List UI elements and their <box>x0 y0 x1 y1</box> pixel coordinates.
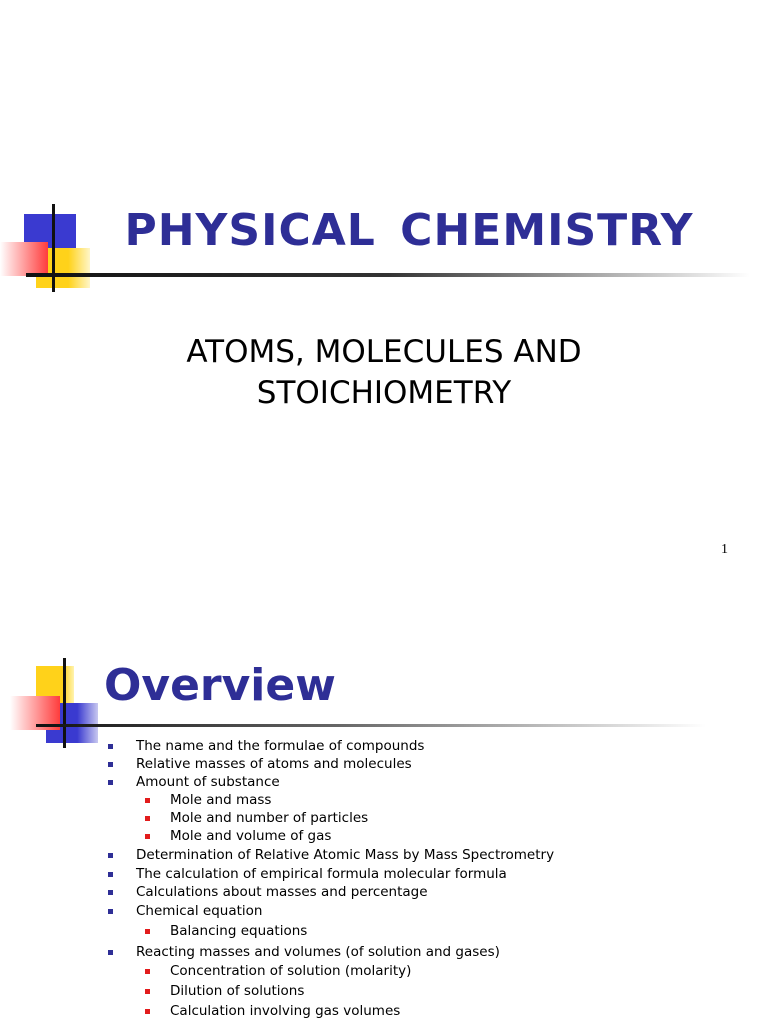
blue-square-bullet-icon <box>108 744 113 749</box>
subtitle-line-1: ATOMS, MOLECULES AND <box>186 334 582 370</box>
red-square-bullet-icon <box>145 798 150 803</box>
sub-list-item: Concentration of solution (molarity) <box>170 963 411 979</box>
list-item: Reacting masses and volumes (of solution and gases) <box>136 944 500 960</box>
sub-list-item: Balancing equations <box>170 923 307 939</box>
sub-list-item: Mole and mass <box>170 792 271 808</box>
sub-list-item: Calculation involving gas volumes <box>170 1003 400 1019</box>
red-square-bullet-icon <box>145 969 150 974</box>
blue-square-bullet-icon <box>108 890 113 895</box>
list-item: Chemical equation <box>136 903 263 919</box>
list-item: The name and the formulae of compounds <box>136 738 424 754</box>
sub-list-item: Mole and number of particles <box>170 810 368 826</box>
red-square-bullet-icon <box>145 816 150 821</box>
overview-title: Overview <box>104 660 336 711</box>
red-square-bullet-icon <box>145 1009 150 1014</box>
blue-square-bullet-icon <box>108 762 113 767</box>
presentation-title: PHYSICAL CHEMISTRY <box>124 205 694 256</box>
blue-square-bullet-icon <box>108 780 113 785</box>
blue-square-bullet-icon <box>108 909 113 914</box>
blue-square-bullet-icon <box>108 872 113 877</box>
red-square-bullet-icon <box>145 929 150 934</box>
blue-square-bullet-icon <box>108 950 113 955</box>
list-item: Relative masses of atoms and molecules <box>136 756 412 772</box>
blue-square-bullet-icon <box>108 853 113 858</box>
page-number: 1 <box>721 542 728 557</box>
list-item: Amount of substance <box>136 774 280 790</box>
presentation-subtitle <box>0 332 768 414</box>
subtitle-line-2: STOICHIOMETRY <box>256 375 512 411</box>
list-item: Determination of Relative Atomic Mass by Mass Spectrometry <box>136 847 554 863</box>
list-item: The calculation of empirical formula molecular formula <box>136 866 507 882</box>
sub-list-item: Mole and volume of gas <box>170 828 331 844</box>
red-square-bullet-icon <box>145 989 150 994</box>
overview-slide <box>0 600 768 1024</box>
sub-list-item: Dilution of solutions <box>170 983 304 999</box>
red-square-bullet-icon <box>145 834 150 839</box>
list-item: Calculations about masses and percentage <box>136 884 428 900</box>
